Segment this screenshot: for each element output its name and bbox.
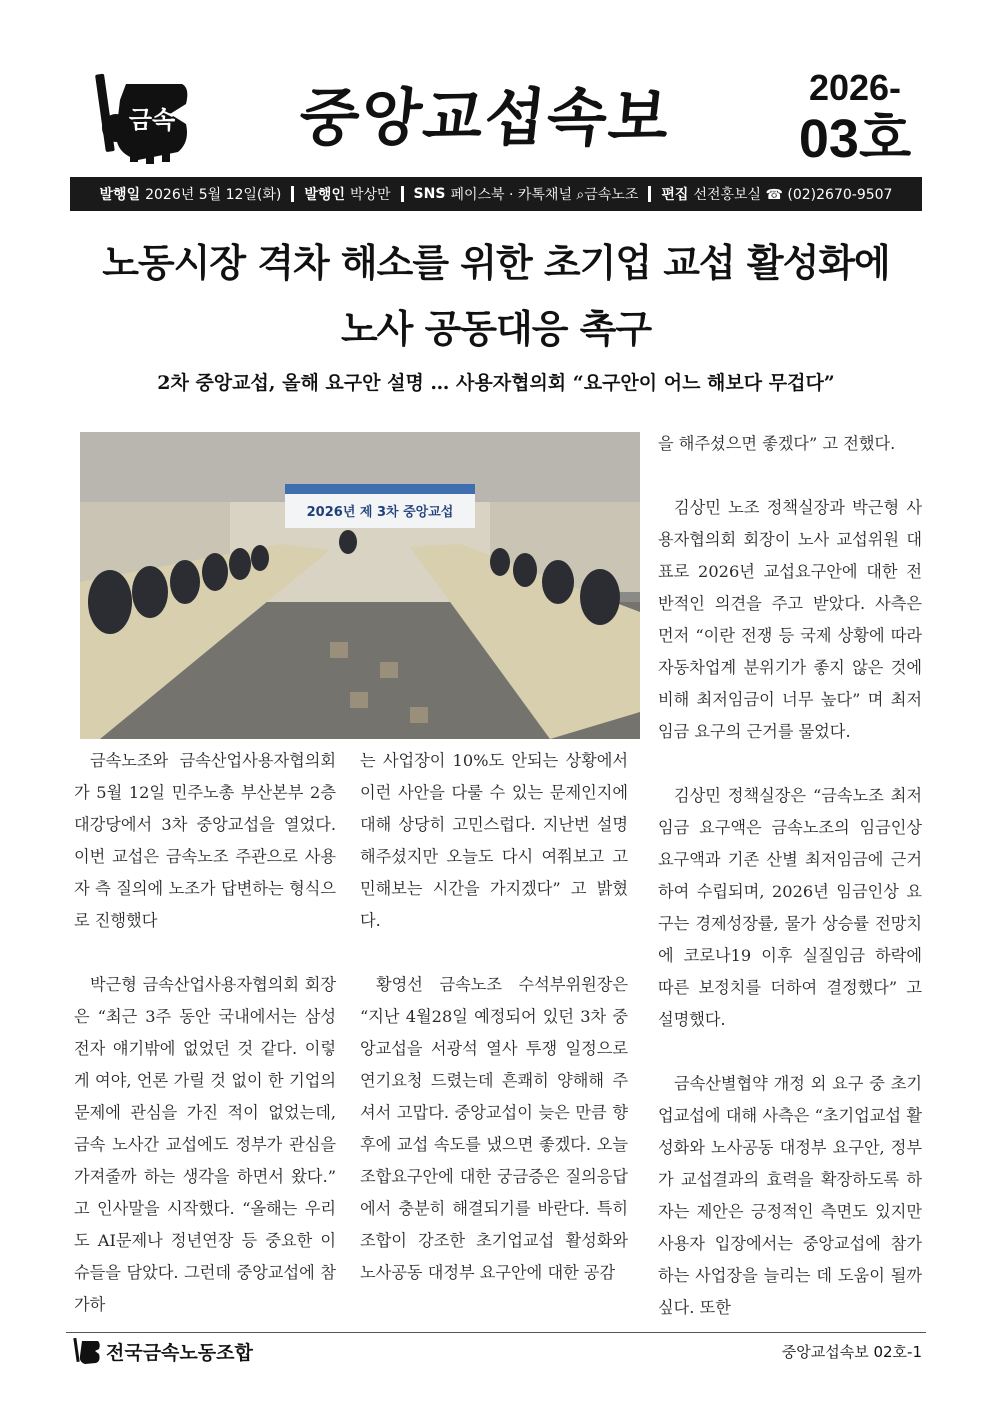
article-paragraph: 김상민 노조 정책실장과 박근형 사용자협의회 회장이 노사 교섭위원 대표로 2026년 교섭요구안에 대한 전반적인 의견을 주고 받았다. 사측은 먼저 “이란 전쟁 등 국제 상황에 따라 자동차업계 분위기가 좋지 않은 것에 비해 최저임금이 너무 높다” 며 최저임금 요구의 근거를 물었다. [658, 498, 922, 741]
sns-label: SNS [413, 186, 446, 202]
footer-divider [66, 1332, 926, 1333]
article-paragraph: 금속노조와 금속산업사용자협의회가 5월 12일 민주노총 부산본부 2층 대강당에서 3차 중앙교섭을 열었다. 이번 교섭은 금속노조 주관으로 사용자 측 질의에 노조가 답변하는 형식으로 진행했다 [74, 751, 336, 930]
issue-no: 03호 [798, 109, 912, 169]
date-value: 2026년 5월 12일(화) [145, 187, 282, 203]
article-paragraph: 는 사업장이 10%도 안되는 상황에서 이런 사안을 다룰 수 있는 문제인지에 대해 상당히 고민스럽다. 지난번 설명해주셨지만 오늘도 다시 여쭤보고 고민해보는 시간을 가지겠다” 고 밝혔다. [360, 751, 628, 930]
meeting-photo [80, 432, 640, 739]
masthead-title: 중앙교섭속보 [295, 81, 675, 154]
article-paragraph: 박근형 금속산업사용자협의회 회장은 “최근 3주 동안 국내에서는 삼성전자 얘기밖에 없었던 것 같다. 이렇게 여야, 언론 가릴 것 없이 한 기업의 문제에 관심을 가진 적이 없었는데, 금속 노사간 교섭에도 정부가 관심을 가져줄까 하는 생각을 하면서 왔다.” 고 인사말을 시작했다. “올해는 우리도 AI문제나 정년연장 등 중요한 이슈들을 담았다. 그런데 중앙교섭에 참가하 [74, 975, 336, 1314]
issue-year: 2026- [808, 67, 902, 108]
article-paragraph: 을 해주셨으면 좋겠다” 고 전했다. [658, 434, 896, 453]
separator [401, 186, 404, 202]
date-label: 발행일 [99, 187, 141, 203]
editor-label: 편집 [661, 187, 689, 203]
publication-info-bar [70, 177, 922, 211]
photo-banner-text: 2026년 제 3차 중앙교섭 [306, 505, 454, 520]
footer-page-label: 중앙교섭속보 02호-1 [781, 1343, 922, 1361]
separator [648, 186, 651, 202]
footer-org-name: 전국금속노동조합 [106, 1342, 253, 1364]
article-paragraph: 금속산별협약 개정 외 요구 중 초기업교섭에 대해 사측은 “초기업교섭 활성화와 노사공동 대정부 요구안, 정부가 교섭결과의 효력을 확장하도록 하자는 제안은 긍정적인 측면도 있지만 사용자 입장에서는 중앙교섭에 참가하는 사업장을 늘리는 데 도움이 될까 싶다. 또한 [658, 1074, 922, 1317]
union-logo [86, 70, 196, 166]
article-paragraph: 황영선 금속노조 수석부위원장은 “지난 4월28일 예정되어 있던 3차 중앙교섭을 서광석 열사 투쟁 일정으로 연기요청 드렸는데 흔쾌히 양해해 주셔서 고맙다. 중앙교섭이 늦은 만큼 향후에 교섭 속도를 냈으면 좋겠다. 오늘 조합요구안에 대한 궁금증은 질의응답에서 충분히 해결되기를 바란다. 특히 조합이 강조한 초기업교섭 활성화와 노사공동 대정부 요구안에 대한 공감 [360, 975, 628, 1282]
subheadline: 2차 중앙교섭, 올해 요구안 설명 … 사용자협의회 “요구안이 어느 해보다 무겁다” [157, 372, 835, 394]
separator [291, 186, 294, 202]
publisher-label: 발행인 [304, 187, 345, 203]
article-column-1 [74, 745, 336, 1321]
article-column-3 [658, 428, 922, 1324]
issue-number [790, 67, 920, 169]
headline-line-1: 노동시장 격차 해소를 위한 초기업 교섭 활성화에 [102, 241, 890, 285]
editor-value: 선전홍보실 ☎ (02)2670-9507 [693, 187, 893, 203]
headline-line-2: 노사 공동대응 촉구 [340, 307, 652, 351]
article-paragraph: 김상민 정책실장은 “금속노조 최저임금 요구액은 금속노조의 임금인상 요구액과 기존 산별 최저임금에 근거하여 수립되며, 2026년 임금인상 요구는 경제성장률, 물가 상승률 전망치에 코로나19 이후 실질임금 하락에 따른 보정치를 더하여 결정했다” 고 설명했다. [658, 786, 922, 1029]
publisher-value: 박상만 [349, 187, 391, 203]
union-logo-small [72, 1336, 102, 1366]
logo-text: 금속 [128, 106, 176, 134]
article-column-2 [360, 745, 628, 1289]
sns-value: 페이스북 · 카톡채널 ⌕금속노조 [450, 187, 639, 203]
